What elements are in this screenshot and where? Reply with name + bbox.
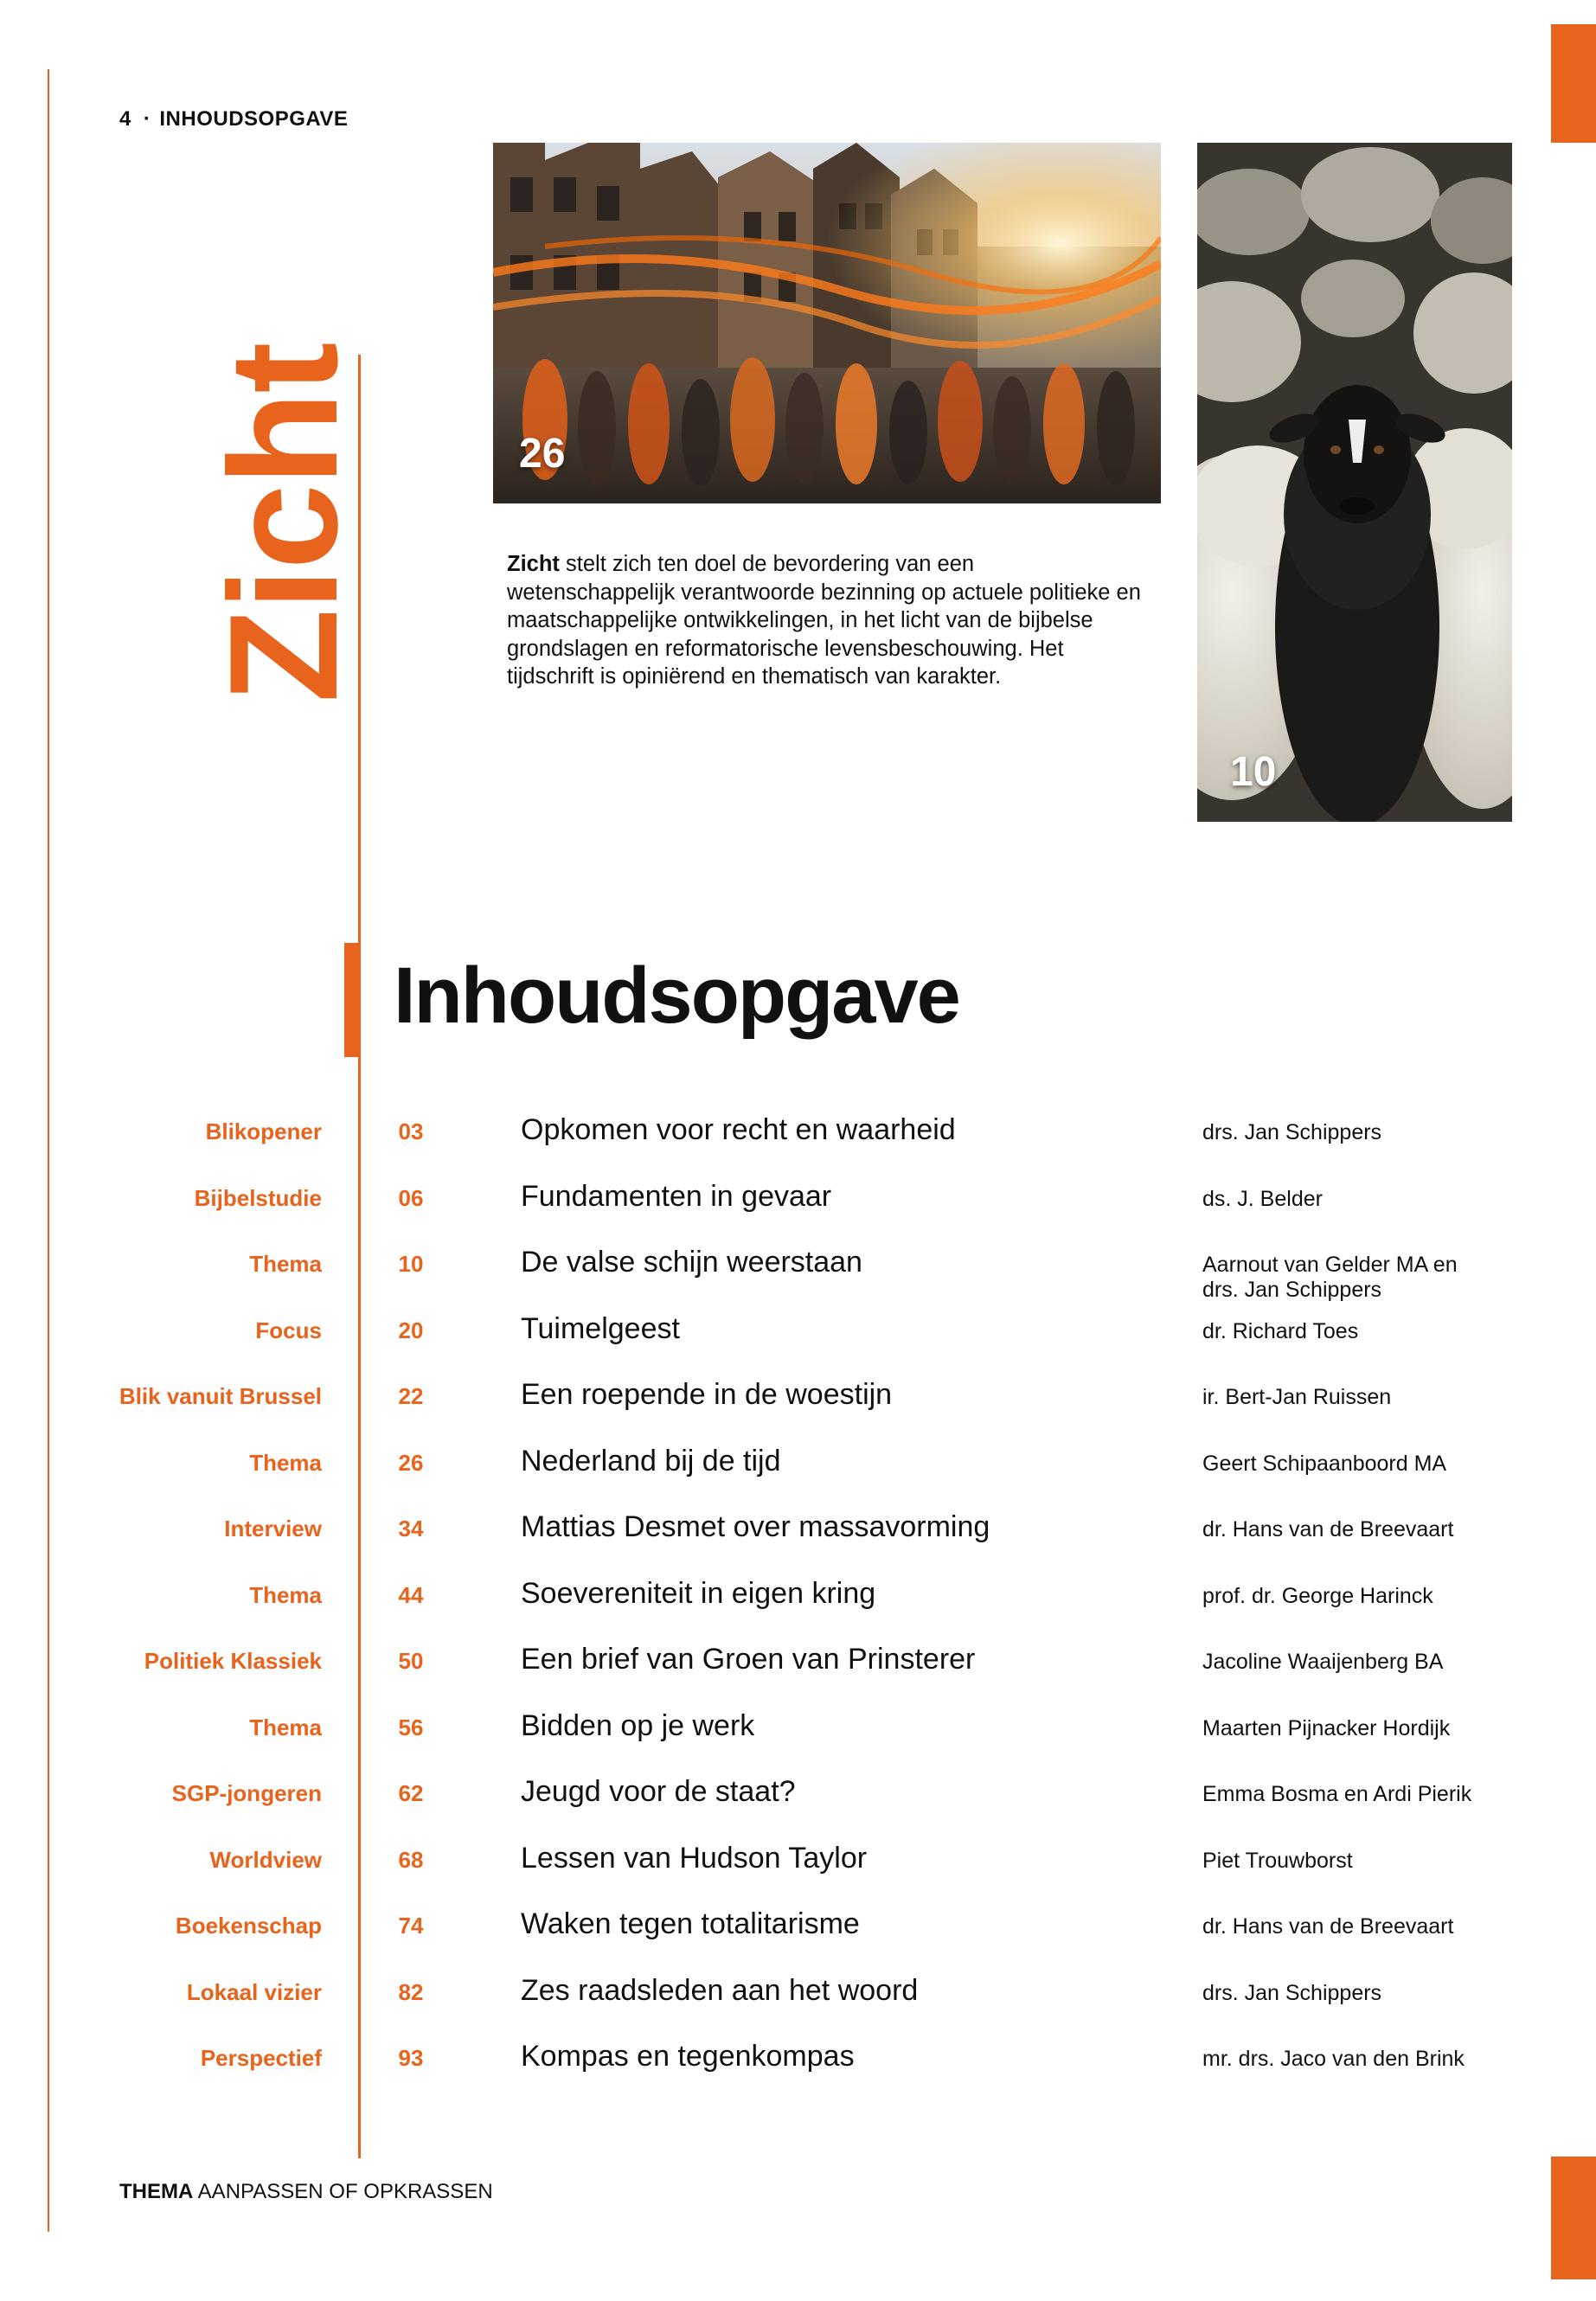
page-tab-top bbox=[1551, 24, 1596, 143]
running-header bbox=[119, 107, 348, 131]
toc-row[interactable] bbox=[0, 1833, 1596, 1900]
toc-article-title[interactable]: Waken tegen totalitarisme bbox=[521, 1907, 860, 1940]
intro-lead: Zicht bbox=[507, 552, 560, 576]
section-label: INHOUDSOPGAVE bbox=[159, 107, 349, 131]
toc-author: Piet Trouwborst bbox=[1202, 1848, 1353, 1873]
toc-category: Perspectief bbox=[200, 2045, 322, 2071]
title-accent-bar bbox=[344, 943, 360, 1057]
photo-dutch-street-crowd[interactable] bbox=[493, 143, 1161, 503]
toc-author: dr. Hans van de Breevaart bbox=[1202, 1914, 1454, 1939]
toc-author: ir. Bert-Jan Ruissen bbox=[1202, 1385, 1392, 1409]
toc-row[interactable] bbox=[0, 1568, 1596, 1635]
toc-page-number: 34 bbox=[398, 1516, 424, 1541]
toc-category: Blik vanuit Brussel bbox=[119, 1383, 322, 1409]
toc-category: SGP-jongeren bbox=[171, 1780, 322, 1806]
toc-page-number: 22 bbox=[398, 1383, 424, 1409]
toc-category: Thema bbox=[249, 1581, 322, 1608]
toc-row[interactable] bbox=[0, 1237, 1596, 1304]
toc-article-title[interactable]: Een brief van Groen van Prinsterer bbox=[521, 1643, 976, 1676]
logo-wordmark: Zicht bbox=[196, 343, 369, 703]
toc-category: Thema bbox=[249, 1714, 322, 1740]
toc-page-number: 10 bbox=[398, 1251, 424, 1277]
toc-category: Bijbelstudie bbox=[194, 1184, 322, 1211]
toc-article-title[interactable]: Lessen van Hudson Taylor bbox=[521, 1841, 868, 1875]
street-photo-illustration bbox=[493, 143, 1161, 503]
toc-page-number: 20 bbox=[398, 1317, 424, 1343]
footer-text: AANPASSEN OF OPKRASSEN bbox=[193, 2180, 493, 2203]
photo-page-reference: 10 bbox=[1230, 749, 1277, 795]
toc-article-title[interactable]: Bidden op je werk bbox=[521, 1708, 755, 1742]
page-tab-bottom bbox=[1551, 2157, 1596, 2279]
page-title: Inhoudsopgave bbox=[394, 952, 959, 1040]
photo-page-reference: 26 bbox=[519, 431, 566, 477]
toc-article-title[interactable]: Zes raadsleden aan het woord bbox=[521, 1973, 919, 2007]
toc-category: Lokaal vizier bbox=[186, 1978, 322, 2005]
toc-article-title[interactable]: Opkomen voor recht en waarheid bbox=[521, 1113, 956, 1146]
toc-category: Boekenschap bbox=[175, 1913, 322, 1939]
toc-article-title[interactable]: Mattias Desmet over massavorming bbox=[521, 1510, 990, 1543]
toc-category: Blikopener bbox=[205, 1118, 322, 1144]
toc-author: drs. Jan Schippers bbox=[1202, 1120, 1382, 1144]
running-footer bbox=[119, 2180, 493, 2204]
magazine-logo bbox=[196, 342, 369, 705]
toc-article-title[interactable]: Soevereniteit in eigen kring bbox=[521, 1576, 876, 1610]
toc-row[interactable] bbox=[0, 1171, 1596, 1238]
footer-label: THEMA bbox=[119, 2180, 194, 2203]
sheep-photo-illustration bbox=[1197, 143, 1512, 822]
toc-author: Geert Schipaanboord MA bbox=[1202, 1451, 1447, 1476]
toc-row[interactable] bbox=[0, 1436, 1596, 1503]
toc-page-number: 93 bbox=[398, 2045, 424, 2071]
toc-category: Worldview bbox=[209, 1846, 322, 1873]
toc-page-number: 26 bbox=[398, 1449, 424, 1476]
toc-category: Interview bbox=[224, 1516, 322, 1541]
toc-row[interactable] bbox=[0, 1634, 1596, 1701]
toc-article-title[interactable]: Jeugd voor de staat? bbox=[521, 1775, 796, 1808]
photo-black-sheep[interactable] bbox=[1197, 143, 1512, 822]
intro-text: stelt zich ten doel de bevordering van een wetenschappelijk verantwoorde bezinning op actuele politieke en maatschappelijke ontwikkelingen, in het licht van de bijbelse grondslagen en reformatorische levensbeschouwing. Het tijdschrift is opiniërend en thematisch van karakter. bbox=[507, 552, 1141, 689]
toc-author: prof. dr. George Harinck bbox=[1202, 1583, 1433, 1608]
toc-page-number: 44 bbox=[398, 1581, 424, 1608]
toc-page-number: 03 bbox=[398, 1118, 424, 1144]
toc-author: ds. J. Belder bbox=[1202, 1186, 1323, 1211]
toc-page-number: 74 bbox=[398, 1913, 424, 1939]
toc-article-title[interactable]: Kompas en tegenkompas bbox=[521, 2040, 855, 2073]
toc-article-title[interactable]: De valse schijn weerstaan bbox=[521, 1246, 862, 1279]
toc-row[interactable] bbox=[0, 1899, 1596, 1965]
toc-row[interactable] bbox=[0, 1766, 1596, 1833]
table-of-contents bbox=[0, 1105, 1596, 2098]
toc-author: dr. Hans van de Breevaart bbox=[1202, 1517, 1454, 1541]
toc-author: Emma Bosma en Ardi Pierik bbox=[1202, 1782, 1472, 1806]
toc-category: Focus bbox=[255, 1317, 322, 1343]
toc-row[interactable] bbox=[0, 1105, 1596, 1171]
toc-row[interactable] bbox=[0, 1304, 1596, 1370]
toc-row[interactable] bbox=[0, 1965, 1596, 2032]
toc-category: Thema bbox=[249, 1251, 322, 1277]
toc-page-number: 50 bbox=[398, 1648, 424, 1674]
toc-author: Jacoline Waaijenberg BA bbox=[1202, 1650, 1444, 1674]
toc-author: mr. drs. Jaco van den Brink bbox=[1202, 2047, 1465, 2071]
header-separator: · bbox=[143, 107, 151, 131]
toc-row[interactable] bbox=[0, 1369, 1596, 1436]
toc-article-title[interactable]: Een roepende in de woestijn bbox=[521, 1378, 893, 1411]
toc-page-number: 82 bbox=[398, 1978, 424, 2005]
toc-author: dr. Richard Toes bbox=[1202, 1318, 1359, 1343]
toc-page-number: 06 bbox=[398, 1184, 424, 1211]
toc-page-number: 62 bbox=[398, 1780, 424, 1806]
toc-author: Aarnout van Gelder MA en drs. Jan Schippers bbox=[1202, 1253, 1458, 1302]
toc-page-number: 68 bbox=[398, 1846, 424, 1873]
toc-row[interactable] bbox=[0, 1701, 1596, 1767]
toc-article-title[interactable]: Tuimelgeest bbox=[521, 1311, 680, 1345]
toc-category: Thema bbox=[249, 1449, 322, 1476]
toc-article-title[interactable]: Nederland bij de tijd bbox=[521, 1444, 781, 1477]
toc-row[interactable] bbox=[0, 1502, 1596, 1568]
toc-row[interactable] bbox=[0, 2031, 1596, 2098]
toc-author: Maarten Pijnacker Hordijk bbox=[1202, 1715, 1451, 1740]
toc-article-title[interactable]: Fundamenten in gevaar bbox=[521, 1179, 832, 1213]
toc-page-number: 56 bbox=[398, 1714, 424, 1740]
intro-paragraph bbox=[507, 550, 1147, 691]
page-number: 4 bbox=[119, 107, 131, 131]
toc-author: drs. Jan Schippers bbox=[1202, 1980, 1382, 2005]
toc-category: Politiek Klassiek bbox=[144, 1648, 322, 1674]
